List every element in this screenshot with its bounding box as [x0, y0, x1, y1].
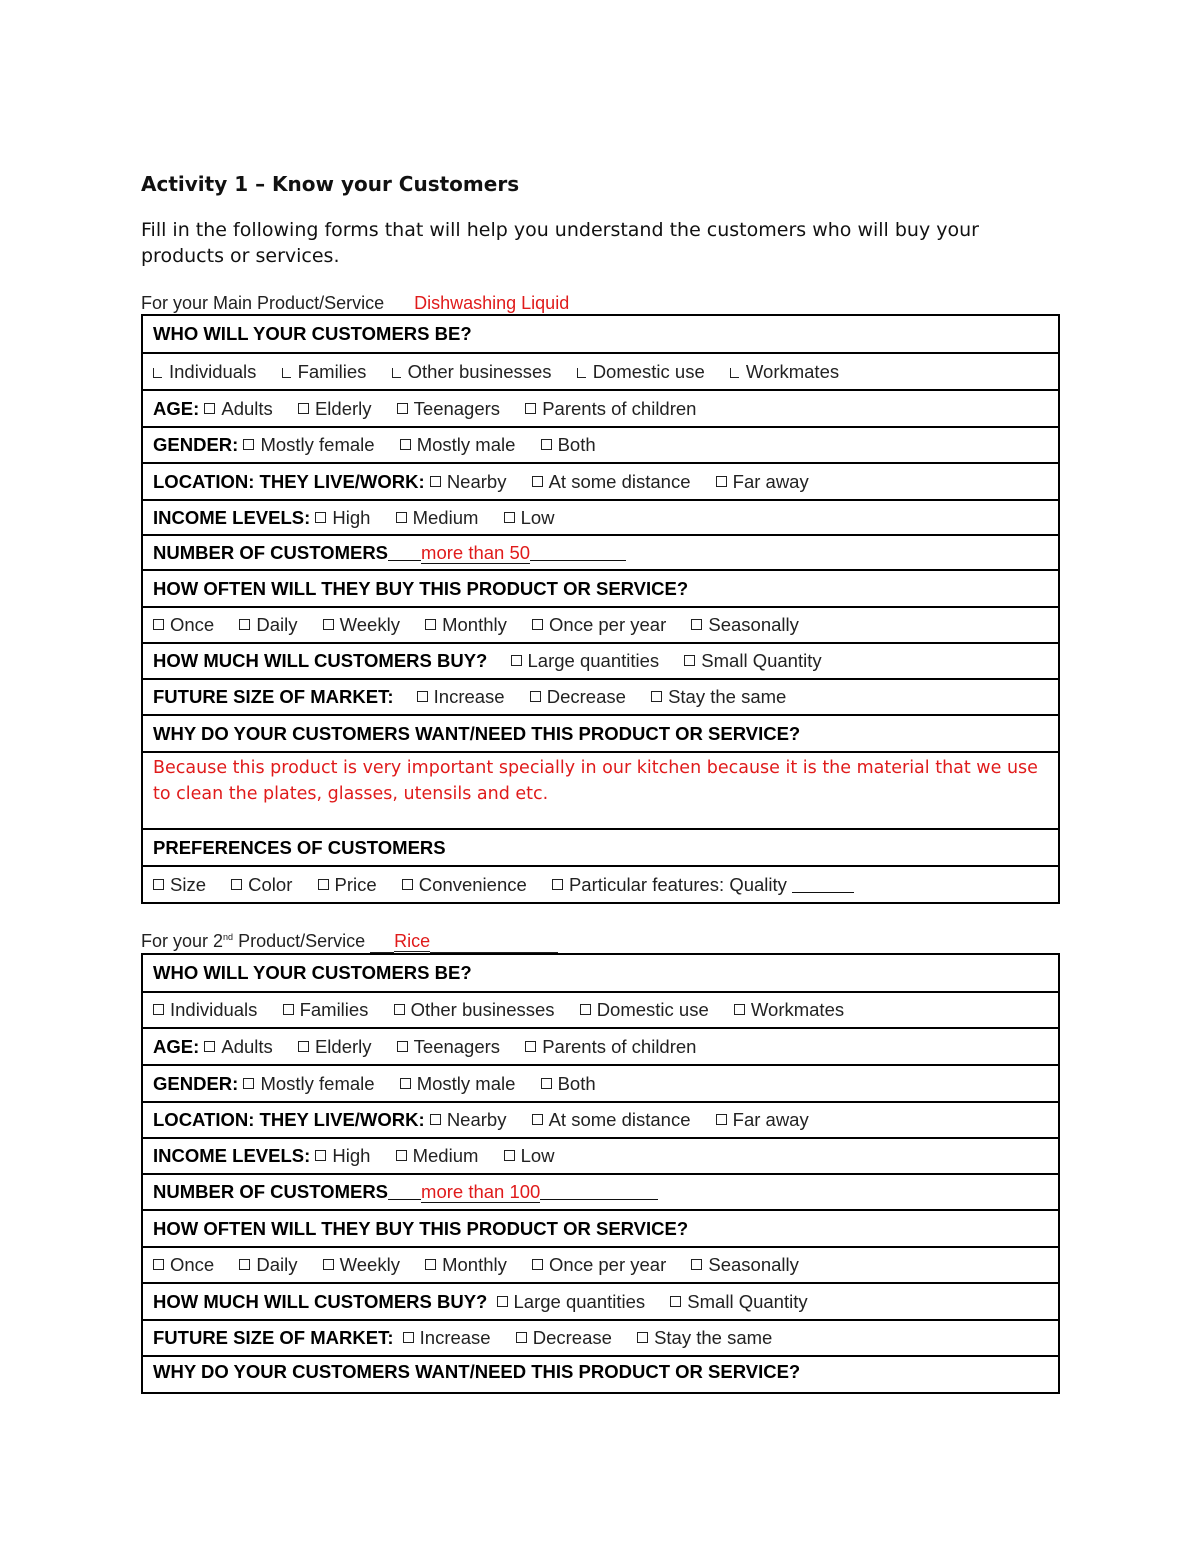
- checkbox-icon: [153, 619, 164, 630]
- form1-future-label: FUTURE SIZE OF MARKET:: [153, 686, 394, 707]
- form2-age-label: AGE:: [153, 1035, 200, 1057]
- checkbox-icon: [430, 1114, 441, 1125]
- form2-much-large[interactable]: Large quantities: [497, 1291, 646, 1312]
- form2-who-individuals[interactable]: Individuals: [153, 999, 257, 1020]
- checkbox-icon: [204, 403, 215, 414]
- form1-income-medium[interactable]: Medium: [396, 507, 479, 528]
- form2-age-elderly[interactable]: Elderly: [298, 1036, 372, 1057]
- form1-location-row: [142, 463, 1059, 500]
- checkbox-icon: [532, 1114, 543, 1125]
- form1-age-adults[interactable]: Adults: [204, 398, 272, 419]
- blank-line: [792, 892, 854, 893]
- form1-much-row: [142, 643, 1059, 679]
- checkbox-icon: [734, 1004, 745, 1015]
- form1-gender-row: [142, 427, 1059, 463]
- checkbox-icon: [397, 1041, 408, 1052]
- form2-often-options-row: [142, 1247, 1059, 1283]
- checkbox-icon: [153, 1259, 164, 1270]
- form1-age-teenagers[interactable]: Teenagers: [397, 398, 500, 419]
- blank-line: [388, 560, 421, 561]
- form2-who-row: [142, 954, 1059, 992]
- checkbox-icon: [504, 1150, 515, 1161]
- form2-much-small[interactable]: Small Quantity: [670, 1291, 807, 1312]
- form1-who-label: WHO WILL YOUR CUSTOMERS BE?: [153, 323, 472, 344]
- form1-who-domestic-use[interactable]: Domestic use: [577, 361, 705, 382]
- form1-why-label: WHY DO YOUR CUSTOMERS WANT/NEED THIS PRODUCT OR SERVICE?: [153, 722, 801, 744]
- form1-often-once-per-year[interactable]: Once per year: [532, 614, 666, 635]
- checkbox-icon: [430, 476, 441, 487]
- checkbox-icon: [323, 619, 334, 630]
- form2-age-parents[interactable]: Parents of children: [525, 1036, 696, 1057]
- checkbox-icon: [396, 512, 407, 523]
- form1-often-weekly[interactable]: Weekly: [323, 614, 400, 635]
- checkbox-icon: [402, 879, 413, 890]
- checkbox-icon: [231, 879, 242, 890]
- form2-who-options-row: [142, 992, 1059, 1028]
- checkbox-icon: [396, 1150, 407, 1161]
- checkbox-icon: [525, 403, 536, 414]
- checkbox-icon: [532, 476, 543, 487]
- checkbox-icon: [716, 476, 727, 487]
- form2-prefix-rest: Product/Service: [238, 931, 366, 951]
- checkbox-icon: [239, 1259, 250, 1270]
- form1-pref-particular[interactable]: Particular features: Quality: [552, 874, 854, 895]
- form1-income-row: [142, 500, 1059, 535]
- form2-often-label: HOW OFTEN WILL THEY BUY THIS PRODUCT OR SERVICE?: [153, 1217, 689, 1239]
- checkbox-icon: [318, 879, 329, 890]
- form1-pref-row: [142, 829, 1059, 866]
- form1-who-other-businesses[interactable]: Other businesses: [392, 361, 552, 382]
- l-checkbox-icon: [392, 368, 401, 378]
- form2-future-label: FUTURE SIZE OF MARKET:: [153, 1327, 394, 1348]
- form1-pref-color[interactable]: Color: [231, 874, 292, 895]
- form1-age-elderly[interactable]: Elderly: [298, 398, 372, 419]
- page-title: Activity 1 – Know your Customers: [141, 172, 520, 196]
- form1-pref-options-row: [142, 866, 1059, 903]
- form1-location-nearby[interactable]: Nearby: [430, 471, 507, 492]
- form1-who-options-row: [142, 353, 1059, 390]
- blank-line: [540, 1199, 658, 1200]
- form1-much-label: HOW MUCH WILL CUSTOMERS BUY?: [153, 650, 488, 671]
- form1-table: [141, 314, 1060, 904]
- checkbox-icon: [400, 1078, 411, 1089]
- form2-location-row: [142, 1102, 1059, 1138]
- form1-age-label: AGE:: [153, 397, 200, 419]
- form2-age-row: [142, 1028, 1059, 1065]
- form1-often-once[interactable]: Once: [153, 614, 214, 635]
- form1-location-some-distance[interactable]: At some distance: [532, 471, 691, 492]
- form1-income-label: INCOME LEVELS:: [153, 506, 311, 528]
- checkbox-icon: [425, 1259, 436, 1270]
- checkbox-icon: [684, 655, 695, 666]
- form1-product-line: [141, 293, 569, 314]
- checkbox-icon: [315, 1150, 326, 1161]
- form2-income-label: INCOME LEVELS:: [153, 1145, 311, 1166]
- checkbox-icon: [691, 619, 702, 630]
- l-checkbox-icon: [153, 368, 162, 378]
- checkbox-icon: [298, 1041, 309, 1052]
- checkbox-icon: [403, 1332, 414, 1343]
- form1-why-answer[interactable]: Because this product is very important specially in our kitchen because it is the material that we use to clean the plates, glasses, utensils and etc.: [142, 752, 1059, 829]
- form2-why-row: [142, 1356, 1059, 1393]
- checkbox-icon: [283, 1004, 294, 1015]
- form2-prefix: For your 2: [141, 931, 224, 951]
- form1-much-large[interactable]: Large quantities: [511, 650, 660, 671]
- form2-gender-female[interactable]: Mostly female: [243, 1073, 374, 1094]
- form2-table: [141, 953, 1060, 1394]
- form2-often-once[interactable]: Once: [153, 1254, 214, 1275]
- form2-who-domestic-use[interactable]: Domestic use: [580, 999, 709, 1020]
- form1-number-row: [142, 535, 1059, 570]
- checkbox-icon: [532, 619, 543, 630]
- form1-who-workmates[interactable]: Workmates: [730, 361, 839, 382]
- form1-who-individuals[interactable]: Individuals: [153, 361, 256, 382]
- form1-pref-size[interactable]: Size: [153, 874, 206, 895]
- form1-often-label: HOW OFTEN WILL THEY BUY THIS PRODUCT OR SERVICE?: [153, 577, 689, 599]
- form2-gender-label: GENDER:: [153, 1072, 239, 1094]
- blank-line: [430, 931, 558, 953]
- l-checkbox-icon: [282, 368, 291, 378]
- form2-future-same[interactable]: Stay the same: [637, 1327, 772, 1348]
- checkbox-icon: [323, 1259, 334, 1270]
- form2-gender-row: [142, 1065, 1059, 1102]
- form1-location-label: LOCATION: THEY LIVE/WORK:: [153, 470, 425, 492]
- form2-income-medium[interactable]: Medium: [396, 1145, 479, 1166]
- form2-often-seasonally[interactable]: Seasonally: [691, 1254, 799, 1275]
- form1-often-monthly[interactable]: Monthly: [425, 614, 507, 635]
- checkbox-icon: [417, 691, 428, 702]
- form2-often-once-per-year[interactable]: Once per year: [532, 1254, 666, 1275]
- form2-much-label: HOW MUCH WILL CUSTOMERS BUY?: [153, 1290, 488, 1312]
- checkbox-icon: [400, 439, 411, 450]
- form1-future-same[interactable]: Stay the same: [651, 686, 786, 707]
- checkbox-icon: [243, 1078, 254, 1089]
- form1-gender-label: GENDER:: [153, 434, 239, 455]
- form2-number-row: [142, 1174, 1059, 1210]
- form2-location-label: LOCATION: THEY LIVE/WORK:: [153, 1109, 425, 1130]
- checkbox-icon: [637, 1332, 648, 1343]
- form2-number-value[interactable]: more than 100: [421, 1181, 541, 1202]
- form2-gender-male[interactable]: Mostly male: [400, 1073, 516, 1094]
- form1-gender-female[interactable]: Mostly female: [243, 434, 374, 455]
- form1-future-decrease[interactable]: Decrease: [530, 686, 626, 707]
- checkbox-icon: [504, 512, 515, 523]
- blank-line: [370, 931, 394, 953]
- form2-future-row: [142, 1320, 1059, 1356]
- form2-gender-both[interactable]: Both: [541, 1073, 596, 1094]
- checkbox-icon: [204, 1041, 215, 1052]
- checkbox-icon: [716, 1114, 727, 1125]
- l-checkbox-icon: [577, 368, 586, 378]
- form1-gender-male[interactable]: Mostly male: [400, 434, 516, 455]
- checkbox-icon: [530, 691, 541, 702]
- form1-why-row: [142, 715, 1059, 752]
- form2-income-row: [142, 1138, 1059, 1174]
- checkbox-icon: [239, 619, 250, 630]
- form1-who-row: [142, 315, 1059, 353]
- checkbox-icon: [651, 691, 662, 702]
- l-checkbox-icon: [730, 368, 739, 378]
- form1-gender-both[interactable]: Both: [541, 434, 596, 455]
- checkbox-icon: [691, 1259, 702, 1270]
- form2-much-row: [142, 1283, 1059, 1320]
- blank-line: [388, 1199, 421, 1200]
- form2-often-daily[interactable]: Daily: [239, 1254, 297, 1275]
- form1-number-label: NUMBER OF CUSTOMERS: [153, 541, 389, 563]
- checkbox-icon: [516, 1332, 527, 1343]
- checkbox-icon: [397, 403, 408, 414]
- form1-often-row: [142, 570, 1059, 607]
- form2-income-low[interactable]: Low: [504, 1145, 555, 1166]
- form1-pref-label: PREFERENCES OF CUSTOMERS: [153, 836, 446, 858]
- checkbox-icon: [670, 1296, 681, 1307]
- form2-age-adults[interactable]: Adults: [204, 1036, 272, 1057]
- checkbox-icon: [425, 619, 436, 630]
- checkbox-icon: [541, 439, 552, 450]
- form2-who-families[interactable]: Families: [283, 999, 369, 1020]
- form1-often-daily[interactable]: Daily: [239, 614, 297, 635]
- form2-income-high[interactable]: High: [315, 1145, 370, 1166]
- checkbox-icon: [541, 1078, 552, 1089]
- checkbox-icon: [580, 1004, 591, 1015]
- checkbox-icon: [243, 439, 254, 450]
- checkbox-icon: [153, 879, 164, 890]
- form2-age-teenagers[interactable]: Teenagers: [397, 1036, 500, 1057]
- checkbox-icon: [315, 512, 326, 523]
- form1-age-parents[interactable]: Parents of children: [525, 398, 696, 419]
- checkbox-icon: [394, 1004, 405, 1015]
- form2-number-label: NUMBER OF CUSTOMERS: [153, 1181, 389, 1202]
- form1-product-value[interactable]: Dishwashing Liquid: [414, 293, 570, 313]
- form1-income-low[interactable]: Low: [504, 507, 555, 528]
- form2-who-workmates[interactable]: Workmates: [734, 999, 844, 1020]
- checkbox-icon: [532, 1259, 543, 1270]
- form1-who-families[interactable]: Families: [282, 361, 367, 382]
- form2-future-increase[interactable]: Increase: [403, 1327, 491, 1348]
- form1-often-seasonally[interactable]: Seasonally: [691, 614, 799, 635]
- form1-future-increase[interactable]: Increase: [417, 686, 505, 707]
- form2-why-label: WHY DO YOUR CUSTOMERS WANT/NEED THIS PRODUCT OR SERVICE?: [153, 1361, 801, 1382]
- form1-future-row: [142, 679, 1059, 715]
- form1-number-value[interactable]: more than 50: [421, 541, 531, 563]
- form1-age-row: [142, 390, 1059, 427]
- form2-often-weekly[interactable]: Weekly: [323, 1254, 400, 1275]
- form2-product-line: [141, 931, 558, 953]
- form2-prefix-sup: nd: [223, 932, 234, 942]
- checkbox-icon: [298, 403, 309, 414]
- form1-prefix: For your Main Product/Service: [141, 293, 385, 313]
- form1-income-high[interactable]: High: [315, 507, 370, 528]
- form2-often-row: [142, 1210, 1059, 1247]
- form2-who-other-businesses[interactable]: Other businesses: [394, 999, 555, 1020]
- form2-future-decrease[interactable]: Decrease: [516, 1327, 612, 1348]
- form2-location-some-distance[interactable]: At some distance: [532, 1109, 691, 1130]
- checkbox-icon: [153, 1004, 164, 1015]
- intro-text: Fill in the following forms that will help you understand the customers who will buy your products or services.: [141, 219, 979, 267]
- blank-line: [530, 560, 626, 561]
- form1-often-options-row: [142, 607, 1059, 643]
- form1-much-small[interactable]: Small Quantity: [684, 650, 821, 671]
- form1-pref-price[interactable]: Price: [318, 874, 377, 895]
- form2-location-nearby[interactable]: Nearby: [430, 1109, 507, 1130]
- checkbox-icon: [497, 1296, 508, 1307]
- form1-location-far-away[interactable]: Far away: [716, 471, 809, 492]
- checkbox-icon: [525, 1041, 536, 1052]
- checkbox-icon: [552, 879, 563, 890]
- form2-who-label: WHO WILL YOUR CUSTOMERS BE?: [153, 962, 472, 983]
- form2-often-monthly[interactable]: Monthly: [425, 1254, 507, 1275]
- form1-pref-convenience[interactable]: Convenience: [402, 874, 527, 895]
- form2-product-value[interactable]: Rice: [394, 931, 431, 951]
- form2-location-far-away[interactable]: Far away: [716, 1109, 809, 1130]
- checkbox-icon: [511, 655, 522, 666]
